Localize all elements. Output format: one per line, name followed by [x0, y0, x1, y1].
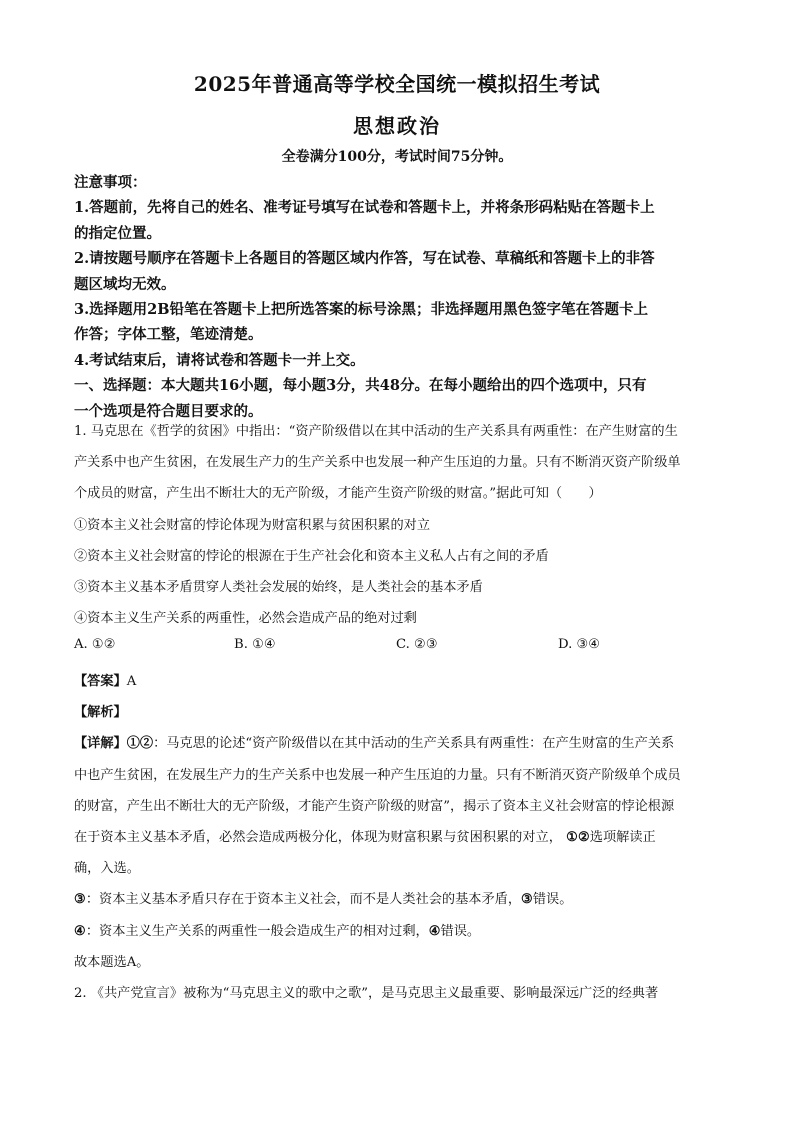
detail-line — [74, 822, 726, 853]
notes-line: 1.答题前，先将自己的姓名、准考证号填写在试卷和答题卡上，并将条形码粘贴在答题卡上 — [74, 199, 655, 217]
detail-text: 在于资本主义基本矛盾，必然会造成两极分化，体现为财富积累与贫困积累的对立， — [74, 830, 562, 846]
option-a: A. ①② — [74, 637, 116, 652]
exam-title: 2025年普通高等学校全国统一模拟招生考试 — [193, 72, 601, 96]
section-heading: 一、选择题：本大题共16小题，每小题3分，共48分。在每小题给出的四个选项中，只有 — [74, 377, 647, 395]
option-b: B. ①④ — [234, 637, 276, 652]
section-heading: 一个选项是符合题目要求的。 — [74, 402, 263, 420]
question-1-answer-block — [74, 666, 726, 1009]
detail-line: 中也产生贫困，在发展生产力的生产关系中也发展一种产生压迫的力量。只有不断消灭资产阶级单个成员 — [74, 767, 681, 783]
answer-label: 【答案】 — [74, 674, 127, 689]
stem-line: 个成员的财富，产生出不断壮大的无产阶级，才能产生资产阶级的财富。”据此可知（ ） — [74, 486, 602, 502]
detail-line: 的财富，产生出不断壮大的无产阶级，才能产生资产阶级的财富”，揭示了资本主义社会财富的悖论根源 — [74, 798, 675, 814]
detail-text: 选项解读正 — [589, 830, 656, 846]
statement: ②资本主义社会财富的悖论的根源在于生产社会化和资本主义私人占有之间的矛盾 — [74, 548, 549, 564]
notes-heading: 注意事项： — [74, 174, 147, 191]
detail-line — [74, 728, 726, 759]
wrong-4-line — [74, 916, 726, 947]
notes-line: 3.选择题用2B铅笔在答题卡上把所选答案的标号涂黑；非选择题用黑色签字笔在答题卡上 — [74, 301, 648, 319]
answer-value: A — [126, 674, 137, 689]
notes-line: 作答；字体工整，笔迹清楚。 — [74, 326, 263, 344]
wrong-3-line — [74, 884, 726, 915]
stem-line: 产关系中也产生贫困，在发展生产力的生产关系中也发展一种产生压迫的力量。只有不断消灭资产阶级单 — [74, 455, 681, 471]
marker-3: ③ — [74, 892, 86, 908]
question-1-stem — [74, 416, 726, 634]
wrong-4-text: ：资本主义生产关系的两重性一般会造成生产的相对过剩， — [85, 923, 429, 939]
detail-marker: ①② — [126, 736, 154, 752]
option-d: D. ③④ — [558, 637, 601, 652]
question-2-stem: 2. 《共产党宣言》被称为“马克思主义的歌中之歌”，是马克思主义最重要、影响最深远广泛的经典著 — [74, 986, 659, 1002]
notes-line: 的指定位置。 — [74, 224, 161, 242]
wrong-3-end: 错误。 — [532, 892, 573, 908]
stem-line: 1. 马克思在《哲学的贫困》中指出：“资产阶级借以在其中活动的生产关系具有两重性：在产生财富的生 — [74, 424, 678, 439]
question-1-options — [74, 637, 726, 661]
detail-line: 确，入选。 — [74, 861, 140, 877]
exam-info: 全卷满分100分，考试时间75分钟。 — [281, 149, 513, 165]
answer-line — [74, 666, 726, 697]
wrong-3-text: ：资本主义基本矛盾只存在于资本主义社会，而不是人类社会的基本矛盾， — [85, 892, 522, 908]
conclusion-line: 故本题选A。 — [74, 954, 150, 970]
marker-4: ④ — [74, 923, 86, 939]
notes-block — [74, 170, 726, 424]
notes-line: 题区域均无效。 — [74, 275, 176, 293]
detail-marker: ①② — [566, 830, 590, 846]
marker-3: ③ — [521, 892, 533, 908]
analysis-label: 【解析】 — [74, 705, 127, 721]
wrong-4-end: 错误。 — [440, 923, 481, 939]
option-c: C. ②③ — [396, 637, 438, 652]
detail-label: 【详解】 — [74, 736, 127, 752]
statement: ③资本主义基本矛盾贯穿人类社会发展的始终，是人类社会的基本矛盾 — [74, 580, 483, 596]
statement: ④资本主义生产关系的两重性，必然会造成产品的绝对过剩 — [74, 611, 417, 627]
subject-title: 思想政治 — [353, 114, 441, 138]
marker-4: ④ — [428, 923, 441, 939]
notes-line: 4.考试结束后，请将试卷和答题卡一并上交。 — [74, 351, 365, 369]
notes-line: 2.请按题号顺序在答题卡上各题目的答题区域内作答，写在试卷、草稿纸和答题卡上的非答 — [74, 250, 655, 268]
detail-text: ：马克思的论述“资产阶级借以在其中活动的生产关系具有两重性：在产生财富的生产关系 — [153, 736, 675, 752]
statement: ①资本主义社会财富的悖论体现为财富积累与贫困积累的对立 — [74, 517, 431, 533]
